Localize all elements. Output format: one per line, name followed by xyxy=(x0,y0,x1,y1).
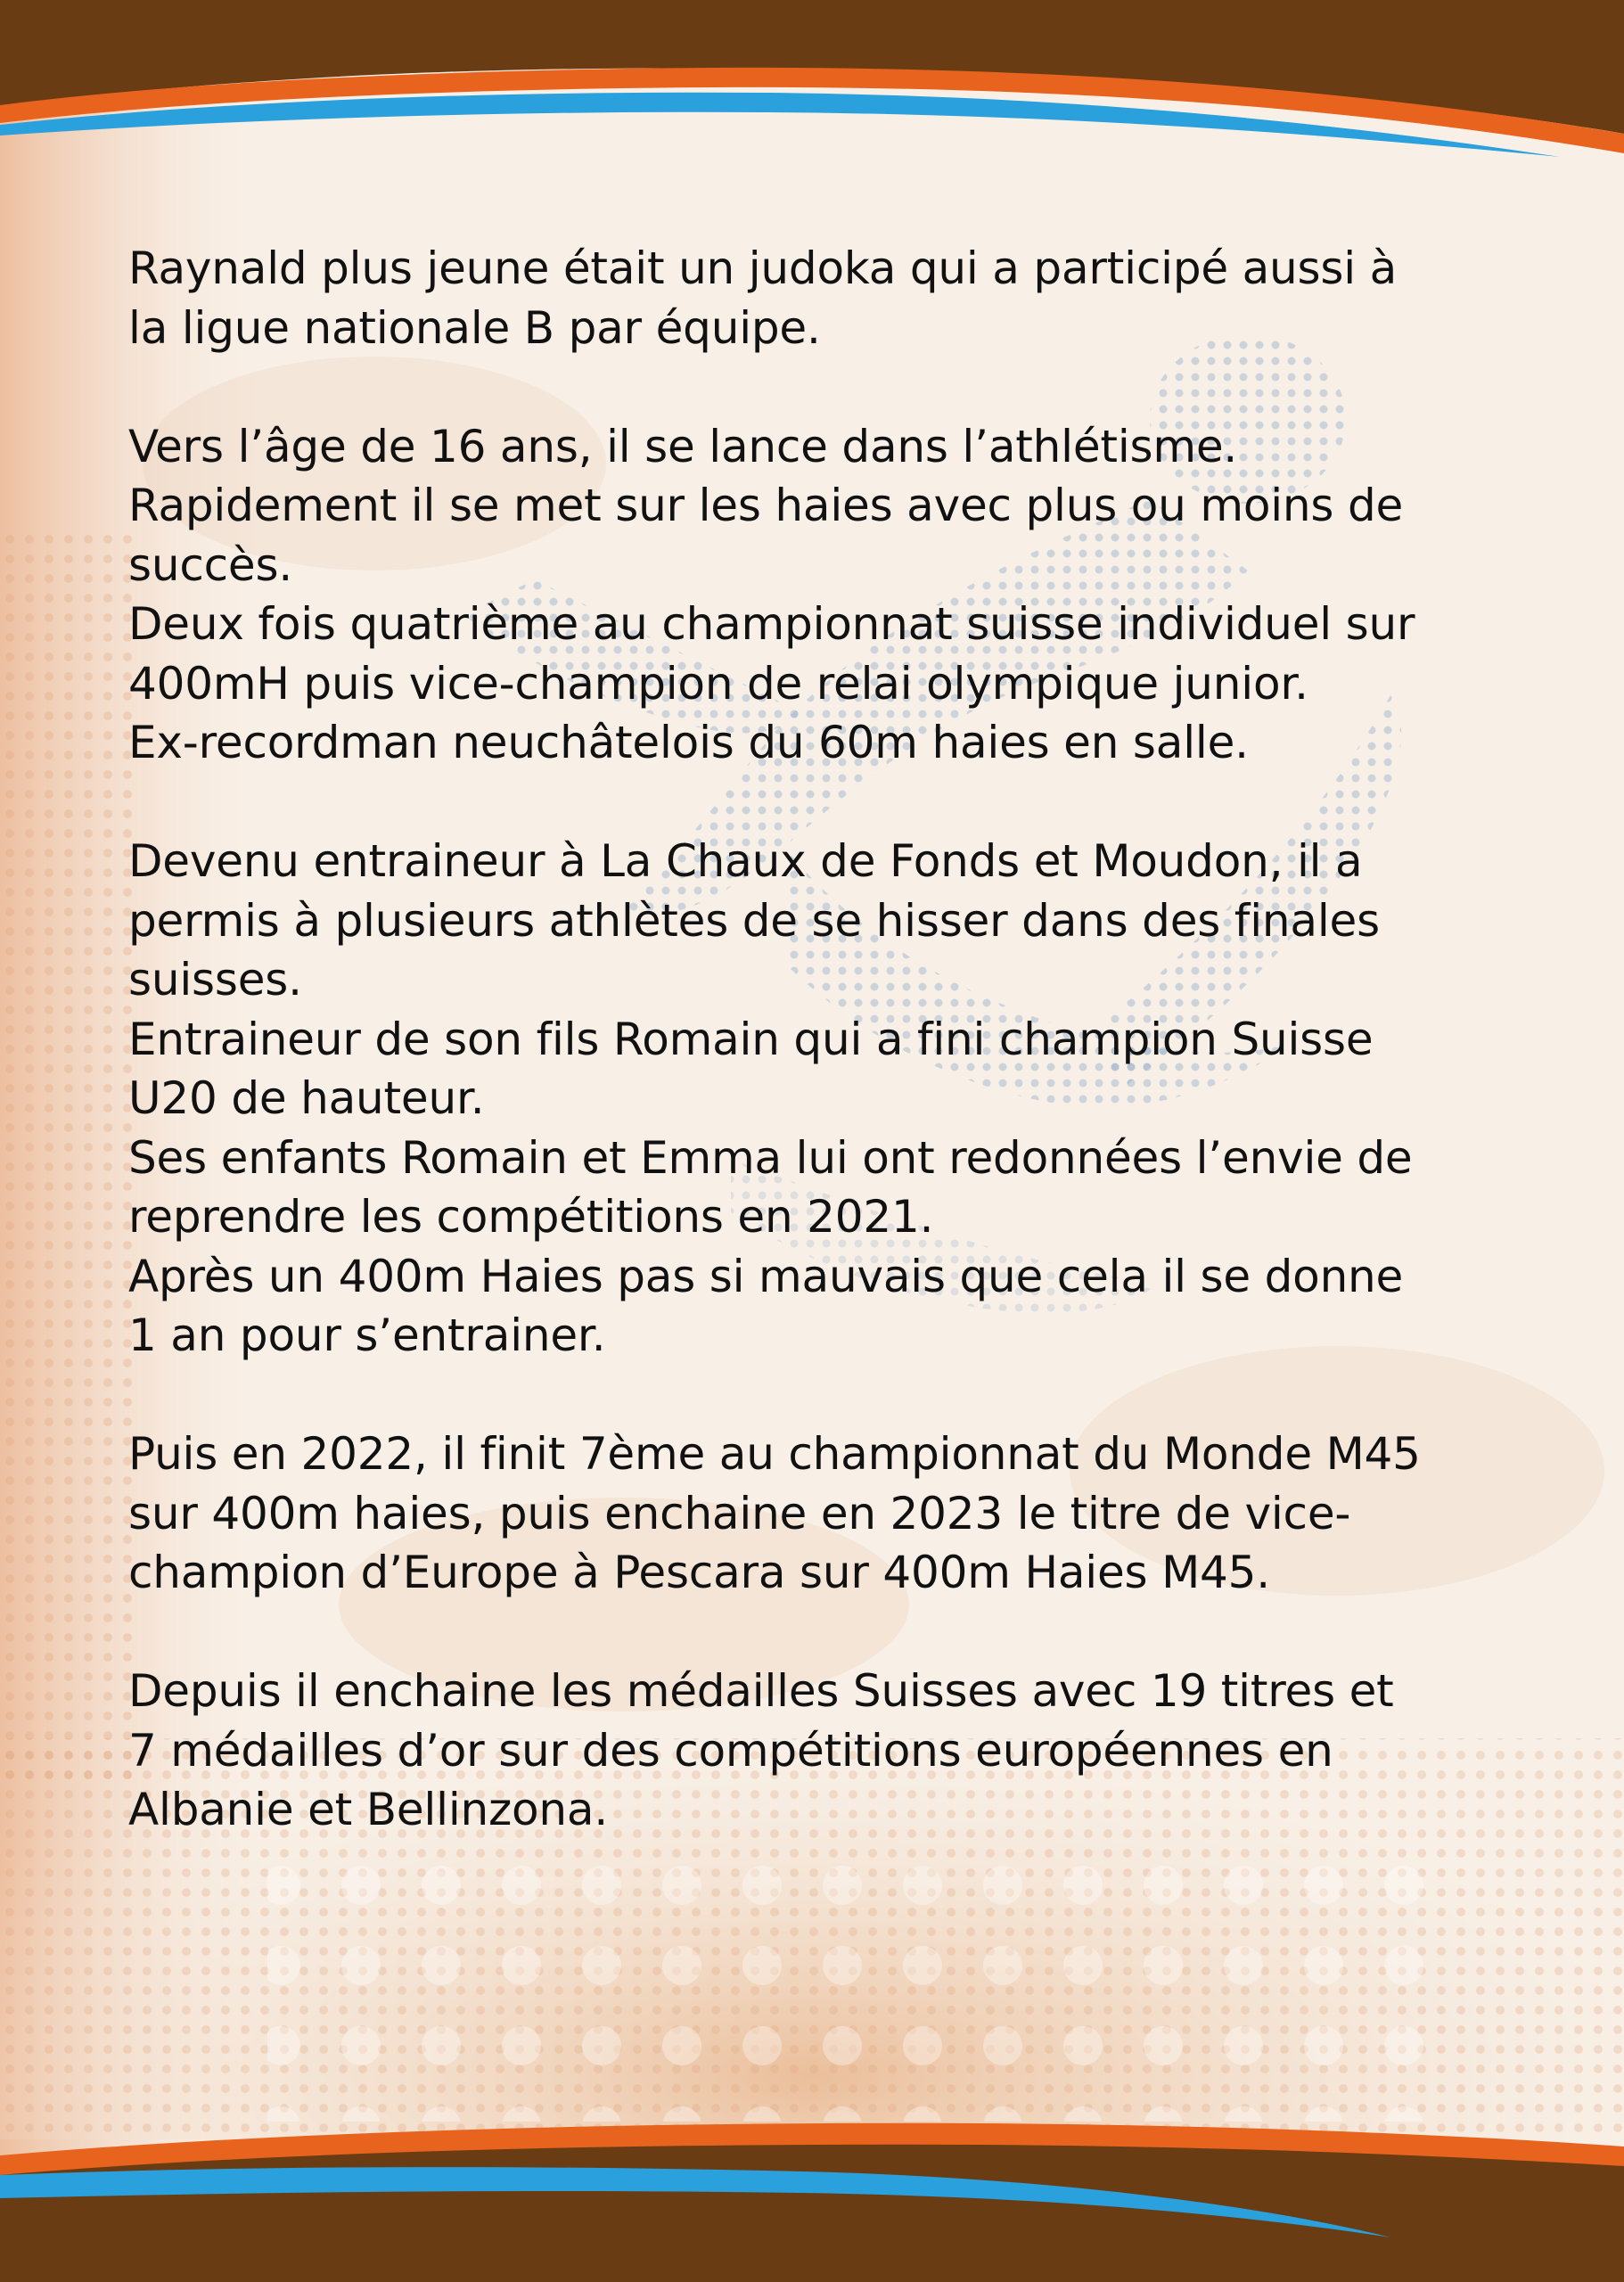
text-line: 7 médailles d’or sur des compétitions européennes en xyxy=(128,1724,1333,1777)
text-line: Deux fois quatrième au championnat suisse individuel sur xyxy=(128,598,1415,650)
text-line: U20 de hauteur. xyxy=(128,1072,485,1124)
text-line: Ses enfants Romain et Emma lui ont redonnées l’envie de xyxy=(128,1131,1413,1184)
text-line: Raynald plus jeune était un judoka qui a participé aussi à xyxy=(128,242,1398,294)
paragraph-coaching xyxy=(128,832,1519,1366)
text-line: Entraineur de son fils Romain qui a fini champion Suisse xyxy=(128,1013,1374,1065)
paragraph-judo xyxy=(128,239,1519,357)
text-line: Rapidement il se met sur les haies avec plus ou moins de xyxy=(128,480,1404,531)
text-line: la ligue nationale B par équipe. xyxy=(128,301,821,354)
text-line: Albanie et Bellinzona. xyxy=(128,1784,609,1835)
body-text xyxy=(128,239,1519,1899)
text-line: reprendre les compétitions en 2021. xyxy=(128,1191,934,1243)
text-line: permis à plusieurs athlètes de se hisser dans des finales xyxy=(128,894,1380,947)
paragraph-world-europe xyxy=(128,1424,1519,1603)
text-line: 400mH puis vice-champion de relai olympique junior. xyxy=(128,657,1308,710)
text-line: Ex-recordman neuchâtelois du 60m haies en salle. xyxy=(128,717,1249,768)
text-line: sur 400m haies, puis enchaine en 2023 le titre de vice- xyxy=(128,1487,1351,1539)
paragraph-medals xyxy=(128,1662,1519,1840)
text-line: Depuis il enchaine les médailles Suisses avec 19 titres et xyxy=(128,1665,1394,1717)
text-line: champion d’Europe à Pescara sur 400m Haies M45. xyxy=(128,1547,1270,1598)
text-line: Puis en 2022, il finit 7ème au championnat du Monde M45 xyxy=(128,1428,1421,1480)
text-line: Vers l’âge de 16 ans, il se lance dans l’athlétisme. xyxy=(128,420,1238,472)
text-line: suisses. xyxy=(128,954,302,1006)
text-line: Après un 400m Haies pas si mauvais que cela il se donne xyxy=(128,1250,1404,1302)
paragraph-athletics xyxy=(128,417,1519,773)
text-line: succès. xyxy=(128,538,293,591)
text-line: 1 an pour s’entrainer. xyxy=(128,1309,606,1361)
text-line: Devenu entraineur à La Chaux de Fonds et Moudon, il a xyxy=(128,835,1363,887)
